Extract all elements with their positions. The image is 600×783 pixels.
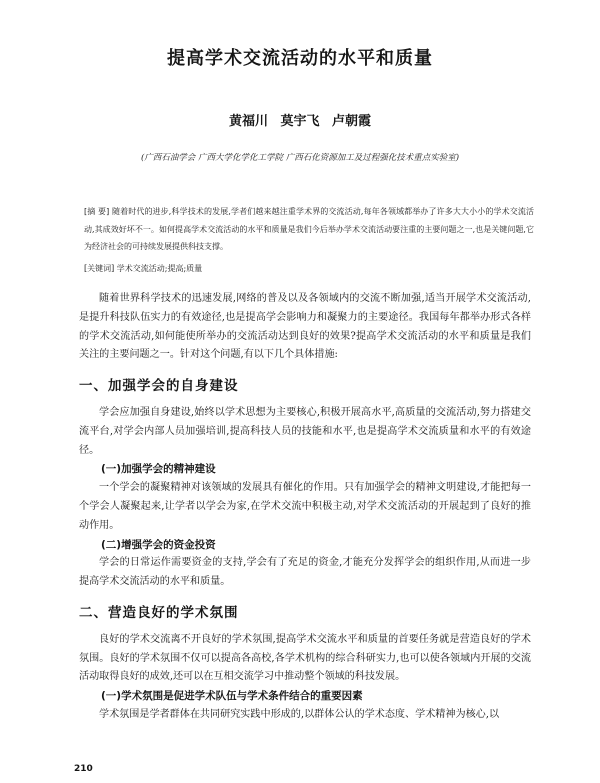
page-number: 210 (74, 764, 93, 774)
keywords-block (84, 263, 534, 274)
author-list: 黄福川 莫宇飞 卢朝霞 (228, 114, 372, 129)
section-2-paragraph: 良好的学术交流离不开良好的学术氛围,提高学术交流水平和质量的首要任务就是营造良好的学术氛围。良好的学术氛围不仅可以提高各高校,各学术机构的综合科研实力,也可以使各领域内开展的交流活动取得良好的成效,还可以在互相交流学习中推动整个领域的科技发展。 (79, 633, 531, 683)
affiliation: (广西石油学会 广西大学化学化工学院 广西石化资源加工及过程强化技术重点实验室) (140, 153, 460, 163)
body-text (79, 290, 531, 725)
section-1-2-heading: (二)增强学会的资金投资 (101, 538, 216, 551)
section-1-2-paragraph: 学会的日常运作需要资金的支持,学会有了充足的资金,才能充分发挥学会的组织作用,从而进一步提高学术交流活动的水平和质量。 (79, 557, 531, 588)
abstract-block (84, 203, 534, 256)
section-1-paragraph: 学会应加强自身建设,始终以学术思想为主要核心,积极开展高水平,高质量的交流活动,努力搭建交流平台,对学会内部人员加强培训,提高科技人员的技能和水平,也是提高学术交流质量和水平的有效途径。 (79, 406, 531, 456)
keywords-text: 学术交流活动;提高;质量 (116, 264, 203, 273)
paper-title: 提高学术交流活动的水平和质量 (167, 48, 433, 69)
section-1-heading: 一、加强学会的自身建设 (79, 378, 239, 395)
intro-paragraph: 随着世界科学技术的迅速发展,网络的普及以及各领域内的交流不断加强,适当开展学术交流活动,是提升科技队伍实力的有效途径,也是提高学会影响力和凝聚力的主要途径。我国每年都举办形式各样的学术交流活动,如何能使所举办的交流活动达到良好的效果?提高学术交流活动的水平和质量是我们关注的主要问题之一。针对这个问题,有以下几个具体措施: (79, 293, 531, 361)
abstract-text: 随着时代的进步,科学技术的发展,学者们越来越注重学术界的交流活动,每年各领域都举办了许多大大小小的学术交流活动,其成效好坏不一。如何提高学术交流活动的水平和质量是我们今后举办学术交流活动要注重的主要问题之一,也是关键问题,它为经济社会的可持续发展提供科技支撑。 (84, 207, 535, 251)
section-2-1-heading: (一)学术氛围是促进学术队伍与学术条件结合的重要因素 (101, 690, 363, 703)
abstract-label: [摘 要] (84, 207, 110, 216)
section-1-1-paragraph: 一个学会的凝聚精神对该领域的发展具有催化的作用。只有加强学会的精神文明建设,才能把每一个学会人凝聚起来,让学者以学会为家,在学术交流中积极主动,对学术交流活动的开展起到了良好的推动作用。 (79, 482, 531, 531)
keywords-label: [关键词] (84, 264, 115, 273)
section-2-heading: 二、营造良好的学术氛围 (79, 604, 239, 621)
section-2-1-paragraph: 学术氛围是学者群体在共同研究实践中形成的,以群体公认的学术态度、学术精神为核心,以 (99, 708, 500, 720)
section-1-1-heading: (一)加强学会的精神建设 (101, 463, 216, 476)
